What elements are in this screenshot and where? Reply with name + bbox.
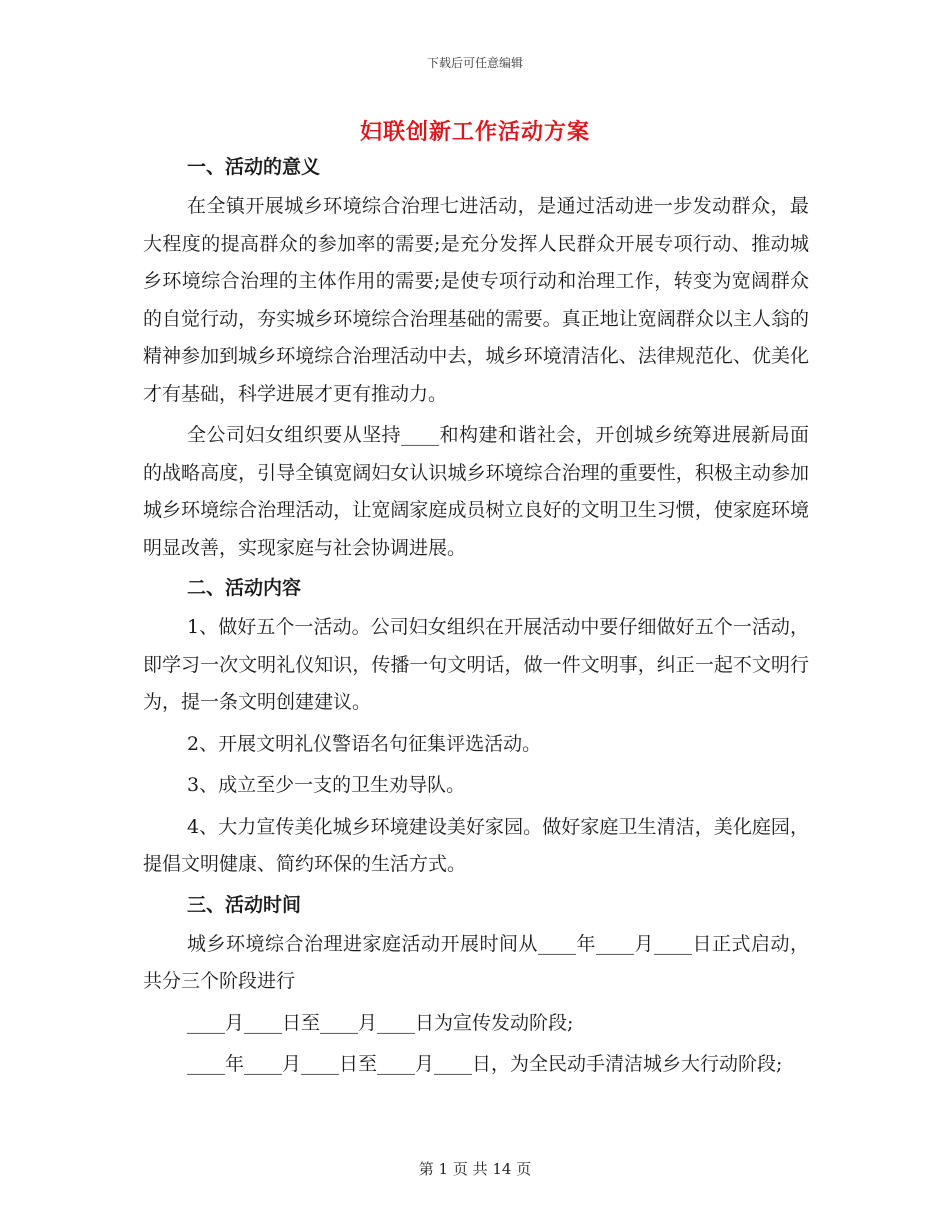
paragraph: ____月____日至____月____日为宣传发动阶段;: [187, 1011, 574, 1034]
paragraph: 1、做好五个一活动。公司妇女组织在开展活动中要仔细做好五个一活动，即学习一次文明礼仪知识，传播一句文明话，做一件文明事，纠正一起不文明行为，提一条文明创建建议。: [143, 616, 809, 713]
page-footer: 第 1 页 共 14 页: [418, 1160, 532, 1178]
paragraph: 3、成立至少一支的卫生劝导队。: [187, 774, 466, 796]
paragraph: 全公司妇女组织要从坚持____和构建和谐社会，开创城乡统筹进展新局面的战略高度，引导全镇宽阔妇女认识城乡环境综合治理的重要性，积极主动参加城乡环境综合治理活动，让宽阔家庭成员树立良好的文明卫生习惯，使家庭环境明显改善，实现家庭与社会协调进展。: [143, 424, 809, 559]
section-heading-significance: 一、活动的意义: [187, 156, 321, 178]
document-body: [143, 150, 809, 1088]
paragraph: 4、大力宣传美化城乡环境建设美好家园。做好家庭卫生清洁，美化庭园，提倡文明健康、简约环保的生活方式。: [143, 815, 809, 875]
paragraph: 城乡环境综合治理进家庭活动开展时间从____年____月____日正式启动，共分三个阶段进行: [143, 932, 809, 992]
header-note: 下载后可任意编辑: [426, 56, 523, 70]
paragraph: ____年____月____日至____月____日，为全民动手清洁城乡大行动阶段;: [187, 1053, 783, 1075]
paragraph: 2、开展文明礼仪警语名句征集评选活动。: [187, 732, 542, 755]
section-heading-time: 三、活动时间: [187, 893, 302, 916]
section-heading-content: 二、活动内容: [187, 577, 302, 599]
document-title: 妇联创新工作活动方案: [359, 119, 590, 145]
paragraph: 在全镇开展城乡环境综合治理七进活动，是通过活动进一步发动群众，最大程度的提高群众的参加率的需要;是充分发挥人民群众开展专项行动、推动城乡环境综合治理的主体作用的需要;是使专项行动和治理工作，转变为宽阔群众的自觉行动，夯实城乡环境综合治理基础的需要。真正地让宽阔群众以主人翁的精神参加到城乡环境综合治理活动中去，城乡环境清洁化、法律规范化、优美化才有基础，科学进展才更有推动力。: [143, 195, 809, 405]
